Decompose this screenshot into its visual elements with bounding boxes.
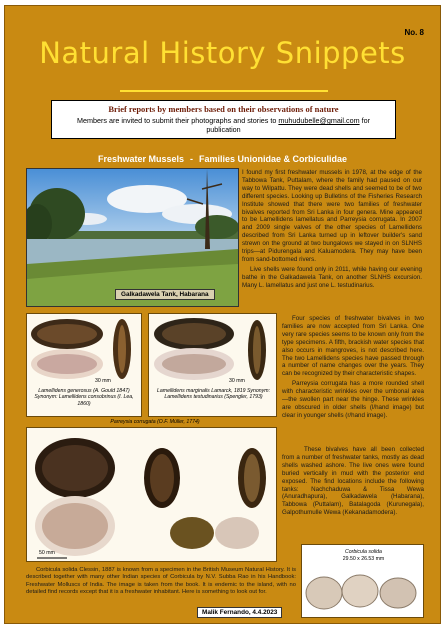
shell-photo-corrugata — [26, 427, 277, 562]
middle-text — [282, 315, 424, 422]
title-divider — [120, 90, 328, 92]
page-title: Natural History Snippets — [39, 36, 406, 70]
right-text — [282, 446, 424, 519]
tagline: Brief reports by members based on their observations of nature — [108, 104, 339, 114]
caption-corrugata: Parreysia corrugata (O.F. Müller, 1774) — [110, 419, 200, 425]
email-link[interactable]: muhudubelle@gmail.com — [278, 116, 360, 125]
right-paragraph-1: These bivalves have all been collected from a number of freshwater tanks, mostly as dead shells washed ashore. The live ones were found buried vertically in mud with the posterior end exposed. The find locations include the following tanks: Nachchaduwa & Tissa Wewa (Anuradhapura), Galkadawela (Habarana), Tabbowa (Puttalam), Batalagoda (Kurunegala), Galpothumulle Wewa (Kekanadamodera). — [282, 446, 424, 517]
scale-label: 50 mm — [39, 550, 55, 556]
corbicula-paragraph: Corbicula solida Clessin, 1887 is known from a specimen in the British Museum Natural History. It is described together with many other Indian species of Corbicula by N.V. Subba Rao in his Handbook: Freshwater Molluscs of India. The image is taken from the book. It is endemic to the island, with no detailed find records except that it is a freshwater inhabitant. Here is something to look out for. — [26, 567, 296, 596]
issue-number: No. 8 — [404, 28, 424, 37]
intro-paragraph-1: I found my first freshwater mussels in 1978, at the edge of the Tabbowa Tank, Puttalam, where the family had paused on our way to Wilpattu. They were dead shells and seemed to be of two different species. Looking up Bulletins of the Fisheries Research Institute showed that there were two families of freshwater bivalves reported from Sri Lanka in four genera. Mine appeared to be Lamellidens lamellatus and Parreysia corrugata. In 2007 and 2009 single valves of the other species of Lamellidens described from Sri Lanka turned up in leftover builder's sand strewn on the ground at two bungalows we stayed in on SLNHS trips—at Pidurengala and Kaluamodera. They may have been from sand-bottomed rivers. — [242, 169, 422, 263]
scale-label: 30 mm — [95, 378, 111, 384]
section-separator: - — [190, 154, 193, 164]
newsletter-frame — [4, 5, 441, 624]
intro-paragraph-2: Live shells were found only in 2011, while having our evening bathe in the Galkadawela Tank, on another SLNHS excursion. Many L. lamellatus and just one L. testudinarius. — [242, 265, 422, 289]
section-name: Freshwater Mussels — [97, 154, 184, 164]
corbicula-photo — [301, 544, 424, 618]
middle-paragraph-2: Parreysia corrugata has a more rounded shell with characteristic wrinkles over the umbonal area—the swollen part near the hinge. These wrinkles are obscured in older shells (l/hand image) but clear in younger shells (r/hand image). — [282, 380, 424, 419]
caption-generosus: Lamellidens generosus (A. Gould 1847) Synonym: Lamellidens consobrinus (I. Lea, 1860) — [34, 388, 134, 407]
shell-photo-marginalis — [148, 313, 277, 417]
corbicula-text — [26, 567, 296, 599]
tagline-box — [51, 100, 396, 139]
shell-photo-generosus — [26, 313, 142, 417]
corbicula-dims: 29.50 x 26.53 mm — [342, 556, 385, 562]
author-credit: Malik Fernando, 4.4.2023 — [197, 607, 282, 618]
middle-paragraph-1: Four species of freshwater bivalves in two families are now accepted from Sri Lanka. One very rare species seems to be known only from the type specimens. A fifth, brackish water species that also occurs in mangroves, is not described here. The two Lamellidens species have passed through a number of name changes over the years. They can be recognized by their characteristic shapes. — [282, 315, 424, 378]
intro-text — [242, 169, 422, 292]
tank-photo — [26, 168, 239, 307]
caption-marginalis: Lamellidens marginalis Lamarck, 1819 Synonym: Lamellidens testudinarius (Spengler, 1793) — [156, 388, 271, 401]
corbicula-label: Corbicula solida — [345, 549, 382, 555]
photo-caption: Galkadawela Tank, Habarana — [115, 289, 215, 300]
section-title — [5, 154, 440, 164]
invite-text: Members are invited to submit their photographs and stories to muhudubelle@gmail.com for publication — [77, 116, 370, 134]
scale-label: 30 mm — [229, 378, 245, 384]
section-families: Families Unionidae & Corbiculidae — [199, 154, 348, 164]
